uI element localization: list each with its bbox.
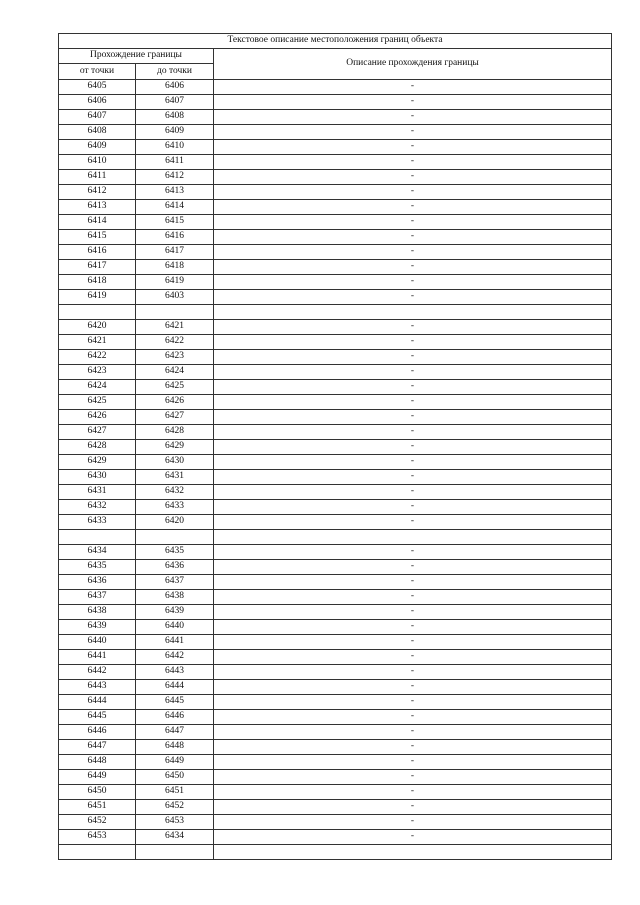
cell-from-point: 6407 bbox=[59, 110, 136, 125]
cell-description: - bbox=[214, 755, 612, 770]
table-row bbox=[59, 650, 612, 665]
cell-to-point: 6420 bbox=[136, 515, 214, 530]
table-row bbox=[59, 635, 612, 650]
cell-from-point: 6413 bbox=[59, 200, 136, 215]
cell-from-point: 6421 bbox=[59, 335, 136, 350]
table-row bbox=[59, 710, 612, 725]
cell-from-point bbox=[59, 305, 136, 320]
cell-from-point: 6427 bbox=[59, 425, 136, 440]
table-row bbox=[59, 170, 612, 185]
cell-description: - bbox=[214, 515, 612, 530]
cell-from-point: 6429 bbox=[59, 455, 136, 470]
cell-from-point: 6426 bbox=[59, 410, 136, 425]
cell-to-point: 6429 bbox=[136, 440, 214, 455]
cell-description: - bbox=[214, 200, 612, 215]
table-row bbox=[59, 275, 612, 290]
cell-from-point: 6423 bbox=[59, 365, 136, 380]
cell-from-point: 6428 bbox=[59, 440, 136, 455]
cell-from-point bbox=[59, 530, 136, 545]
cell-to-point: 6411 bbox=[136, 155, 214, 170]
cell-to-point: 6430 bbox=[136, 455, 214, 470]
cell-description: - bbox=[214, 380, 612, 395]
table-row bbox=[59, 425, 612, 440]
cell-description: - bbox=[214, 830, 612, 845]
table-row bbox=[59, 695, 612, 710]
cell-description: - bbox=[214, 410, 612, 425]
cell-to-point: 6436 bbox=[136, 560, 214, 575]
cell-from-point: 6405 bbox=[59, 80, 136, 95]
cell-from-point: 6410 bbox=[59, 155, 136, 170]
header-from-point: от точки bbox=[59, 64, 136, 80]
table-row bbox=[59, 110, 612, 125]
cell-from-point: 6440 bbox=[59, 635, 136, 650]
cell-from-point: 6441 bbox=[59, 650, 136, 665]
table-row bbox=[59, 380, 612, 395]
table-separator-row bbox=[59, 530, 612, 545]
cell-description: - bbox=[214, 215, 612, 230]
cell-to-point: 6452 bbox=[136, 800, 214, 815]
cell-description: - bbox=[214, 245, 612, 260]
table-row bbox=[59, 740, 612, 755]
table-row bbox=[59, 620, 612, 635]
cell-to-point bbox=[136, 845, 214, 860]
cell-to-point: 6414 bbox=[136, 200, 214, 215]
table-row bbox=[59, 80, 612, 95]
cell-from-point: 6414 bbox=[59, 215, 136, 230]
cell-description: - bbox=[214, 785, 612, 800]
cell-description bbox=[214, 305, 612, 320]
cell-description: - bbox=[214, 350, 612, 365]
cell-from-point: 6437 bbox=[59, 590, 136, 605]
cell-from-point: 6434 bbox=[59, 545, 136, 560]
cell-description: - bbox=[214, 635, 612, 650]
cell-description: - bbox=[214, 740, 612, 755]
cell-from-point: 6436 bbox=[59, 575, 136, 590]
cell-from-point: 6430 bbox=[59, 470, 136, 485]
cell-to-point: 6422 bbox=[136, 335, 214, 350]
cell-to-point: 6407 bbox=[136, 95, 214, 110]
table-row bbox=[59, 500, 612, 515]
cell-to-point: 6416 bbox=[136, 230, 214, 245]
table-row bbox=[59, 785, 612, 800]
cell-from-point: 6416 bbox=[59, 245, 136, 260]
cell-description: - bbox=[214, 320, 612, 335]
table-separator-row bbox=[59, 845, 612, 860]
cell-to-point: 6433 bbox=[136, 500, 214, 515]
cell-from-point: 6450 bbox=[59, 785, 136, 800]
table-row bbox=[59, 350, 612, 365]
cell-to-point: 6432 bbox=[136, 485, 214, 500]
cell-description: - bbox=[214, 770, 612, 785]
cell-description: - bbox=[214, 140, 612, 155]
cell-to-point: 6417 bbox=[136, 245, 214, 260]
cell-to-point: 6440 bbox=[136, 620, 214, 635]
cell-to-point: 6421 bbox=[136, 320, 214, 335]
table-row bbox=[59, 605, 612, 620]
cell-from-point: 6452 bbox=[59, 815, 136, 830]
cell-from-point: 6451 bbox=[59, 800, 136, 815]
cell-description: - bbox=[214, 500, 612, 515]
table-row bbox=[59, 575, 612, 590]
cell-from-point: 6444 bbox=[59, 695, 136, 710]
cell-description: - bbox=[214, 560, 612, 575]
table-row bbox=[59, 95, 612, 110]
cell-to-point: 6412 bbox=[136, 170, 214, 185]
cell-description: - bbox=[214, 260, 612, 275]
cell-description: - bbox=[214, 725, 612, 740]
cell-to-point: 6427 bbox=[136, 410, 214, 425]
cell-from-point: 6406 bbox=[59, 95, 136, 110]
table-row bbox=[59, 800, 612, 815]
cell-from-point: 6438 bbox=[59, 605, 136, 620]
cell-description: - bbox=[214, 185, 612, 200]
cell-to-point: 6443 bbox=[136, 665, 214, 680]
cell-description: - bbox=[214, 620, 612, 635]
cell-description: - bbox=[214, 710, 612, 725]
cell-from-point: 6425 bbox=[59, 395, 136, 410]
table-row bbox=[59, 335, 612, 350]
cell-from-point: 6422 bbox=[59, 350, 136, 365]
table-row bbox=[59, 140, 612, 155]
cell-from-point: 6419 bbox=[59, 290, 136, 305]
cell-to-point: 6425 bbox=[136, 380, 214, 395]
cell-to-point: 6426 bbox=[136, 395, 214, 410]
table-row bbox=[59, 230, 612, 245]
cell-to-point: 6446 bbox=[136, 710, 214, 725]
table-row bbox=[59, 485, 612, 500]
cell-to-point: 6424 bbox=[136, 365, 214, 380]
table-row bbox=[59, 260, 612, 275]
cell-from-point: 6420 bbox=[59, 320, 136, 335]
cell-from-point: 6443 bbox=[59, 680, 136, 695]
cell-description: - bbox=[214, 365, 612, 380]
cell-description: - bbox=[214, 395, 612, 410]
cell-from-point: 6433 bbox=[59, 515, 136, 530]
cell-to-point: 6413 bbox=[136, 185, 214, 200]
cell-to-point: 6453 bbox=[136, 815, 214, 830]
table-row bbox=[59, 440, 612, 455]
cell-to-point: 6410 bbox=[136, 140, 214, 155]
cell-to-point: 6403 bbox=[136, 290, 214, 305]
cell-to-point: 6441 bbox=[136, 635, 214, 650]
cell-from-point: 6442 bbox=[59, 665, 136, 680]
cell-description: - bbox=[214, 695, 612, 710]
table-row bbox=[59, 245, 612, 260]
table-row bbox=[59, 185, 612, 200]
cell-to-point: 6423 bbox=[136, 350, 214, 365]
cell-to-point: 6409 bbox=[136, 125, 214, 140]
cell-from-point: 6431 bbox=[59, 485, 136, 500]
cell-to-point: 6419 bbox=[136, 275, 214, 290]
cell-description: - bbox=[214, 575, 612, 590]
cell-from-point: 6432 bbox=[59, 500, 136, 515]
table-row bbox=[59, 815, 612, 830]
cell-to-point: 6448 bbox=[136, 740, 214, 755]
cell-description: - bbox=[214, 110, 612, 125]
cell-to-point: 6431 bbox=[136, 470, 214, 485]
cell-description: - bbox=[214, 80, 612, 95]
cell-from-point: 6415 bbox=[59, 230, 136, 245]
cell-description: - bbox=[214, 95, 612, 110]
cell-description: - bbox=[214, 485, 612, 500]
table-body bbox=[59, 80, 612, 860]
header-row-1 bbox=[59, 49, 612, 64]
cell-to-point: 6449 bbox=[136, 755, 214, 770]
table-title-row bbox=[59, 34, 612, 49]
cell-to-point: 6451 bbox=[136, 785, 214, 800]
cell-to-point: 6445 bbox=[136, 695, 214, 710]
cell-to-point: 6408 bbox=[136, 110, 214, 125]
cell-to-point: 6428 bbox=[136, 425, 214, 440]
cell-description: - bbox=[214, 650, 612, 665]
cell-to-point: 6437 bbox=[136, 575, 214, 590]
table-row bbox=[59, 320, 612, 335]
cell-from-point: 6446 bbox=[59, 725, 136, 740]
cell-to-point: 6439 bbox=[136, 605, 214, 620]
cell-to-point bbox=[136, 530, 214, 545]
table-row bbox=[59, 560, 612, 575]
table-row bbox=[59, 200, 612, 215]
header-passage: Прохождение границы bbox=[59, 49, 214, 64]
table-row bbox=[59, 830, 612, 845]
cell-description: - bbox=[214, 335, 612, 350]
header-description: Описание прохождения границы bbox=[214, 49, 612, 80]
table-row bbox=[59, 155, 612, 170]
cell-to-point: 6406 bbox=[136, 80, 214, 95]
cell-description bbox=[214, 845, 612, 860]
cell-from-point: 6448 bbox=[59, 755, 136, 770]
cell-to-point: 6435 bbox=[136, 545, 214, 560]
cell-description: - bbox=[214, 815, 612, 830]
cell-to-point bbox=[136, 305, 214, 320]
cell-to-point: 6442 bbox=[136, 650, 214, 665]
cell-description: - bbox=[214, 425, 612, 440]
table-row bbox=[59, 410, 612, 425]
cell-from-point: 6449 bbox=[59, 770, 136, 785]
boundary-description-table bbox=[58, 33, 612, 860]
cell-description: - bbox=[214, 155, 612, 170]
cell-description: - bbox=[214, 545, 612, 560]
cell-from-point: 6411 bbox=[59, 170, 136, 185]
cell-description: - bbox=[214, 800, 612, 815]
table-row bbox=[59, 215, 612, 230]
cell-from-point: 6409 bbox=[59, 140, 136, 155]
table-row bbox=[59, 470, 612, 485]
cell-description: - bbox=[214, 125, 612, 140]
cell-description: - bbox=[214, 470, 612, 485]
cell-description: - bbox=[214, 440, 612, 455]
table-row bbox=[59, 725, 612, 740]
cell-from-point: 6412 bbox=[59, 185, 136, 200]
cell-to-point: 6438 bbox=[136, 590, 214, 605]
cell-from-point: 6417 bbox=[59, 260, 136, 275]
cell-description: - bbox=[214, 605, 612, 620]
table-row bbox=[59, 365, 612, 380]
cell-description: - bbox=[214, 455, 612, 470]
cell-from-point: 6445 bbox=[59, 710, 136, 725]
table-row bbox=[59, 545, 612, 560]
cell-description: - bbox=[214, 170, 612, 185]
table-row bbox=[59, 395, 612, 410]
cell-from-point: 6408 bbox=[59, 125, 136, 140]
cell-from-point bbox=[59, 845, 136, 860]
table-row bbox=[59, 770, 612, 785]
cell-from-point: 6424 bbox=[59, 380, 136, 395]
cell-description: - bbox=[214, 590, 612, 605]
cell-to-point: 6418 bbox=[136, 260, 214, 275]
cell-description: - bbox=[214, 275, 612, 290]
table-row bbox=[59, 290, 612, 305]
cell-to-point: 6415 bbox=[136, 215, 214, 230]
cell-from-point: 6435 bbox=[59, 560, 136, 575]
cell-to-point: 6450 bbox=[136, 770, 214, 785]
cell-description: - bbox=[214, 290, 612, 305]
cell-description: - bbox=[214, 680, 612, 695]
cell-from-point: 6447 bbox=[59, 740, 136, 755]
table-row bbox=[59, 590, 612, 605]
cell-to-point: 6447 bbox=[136, 725, 214, 740]
header-to-point: до точки bbox=[136, 64, 214, 80]
table-row bbox=[59, 665, 612, 680]
table-row bbox=[59, 515, 612, 530]
cell-to-point: 6444 bbox=[136, 680, 214, 695]
table-row bbox=[59, 755, 612, 770]
table-row bbox=[59, 680, 612, 695]
cell-to-point: 6434 bbox=[136, 830, 214, 845]
cell-description: - bbox=[214, 230, 612, 245]
cell-description: - bbox=[214, 665, 612, 680]
cell-from-point: 6439 bbox=[59, 620, 136, 635]
table-separator-row bbox=[59, 305, 612, 320]
cell-from-point: 6453 bbox=[59, 830, 136, 845]
table-row bbox=[59, 455, 612, 470]
cell-from-point: 6418 bbox=[59, 275, 136, 290]
cell-description bbox=[214, 530, 612, 545]
table-title: Текстовое описание местоположения границ объекта bbox=[59, 34, 612, 49]
table-row bbox=[59, 125, 612, 140]
